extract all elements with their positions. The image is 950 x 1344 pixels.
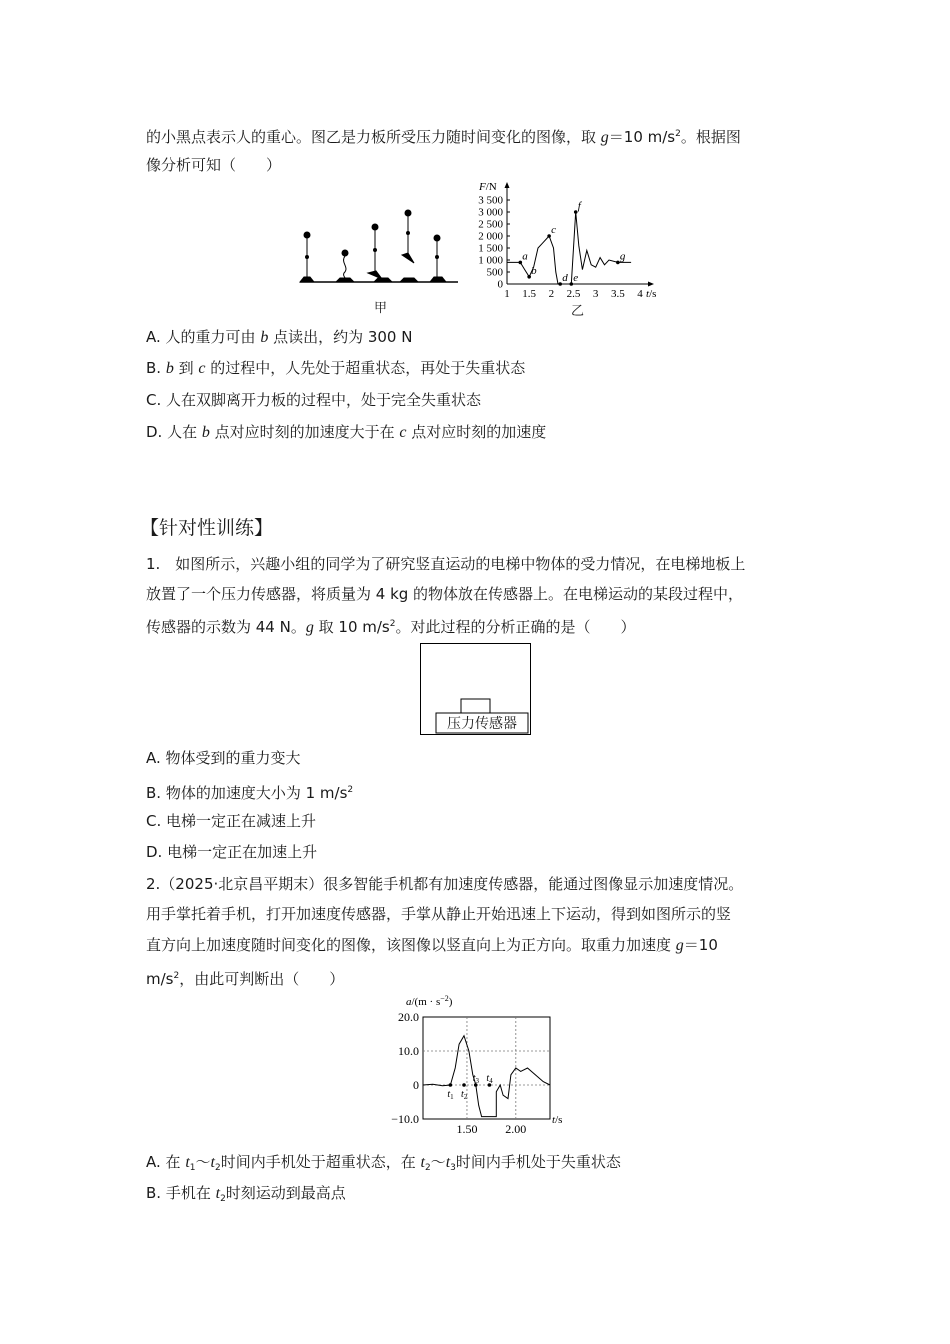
- plot-frame: [423, 1017, 550, 1119]
- q1-option-b: B. 物体的加速度大小为 1 $m/s^2$: [146, 784, 354, 802]
- point-label-c: c: [551, 224, 557, 236]
- point-label-f: f: [577, 200, 581, 212]
- q1-line-1: 1. 如图所示，兴趣小组的同学为了研究竖直运动的电梯中物体的受力情况，在电梯地板上: [146, 555, 746, 573]
- point-label-a: a: [522, 250, 528, 263]
- y-axis-label: F/N: [479, 181, 497, 193]
- y-tick-label: 3 000: [478, 206, 503, 219]
- x-tick-label: 3.5: [610, 288, 625, 300]
- y-tick-label: 1 000: [478, 254, 503, 267]
- pressure-sensor-label: 压力传感器: [447, 716, 517, 732]
- y-axis-label: $a/(m \cdot s^{-2})$: [406, 994, 453, 1008]
- figure-jia-caption: 甲: [374, 301, 388, 316]
- x-tick-label: 1.5: [522, 288, 537, 300]
- intro-line-2: 像分析可知（ ）: [146, 156, 282, 174]
- y-tick-label: 0: [497, 278, 503, 291]
- marker-t2: [462, 1083, 466, 1087]
- x-tick-label: 2.00: [505, 1122, 527, 1136]
- chart-yi-caption: 乙: [571, 304, 585, 319]
- y-axis-arrow: [505, 182, 510, 188]
- x-tick-label: 2: [548, 288, 555, 300]
- option-d: D. 人在 b 点对应时刻的加速度大于在 c 点对应时刻的加速度: [146, 423, 547, 441]
- y-tick-label: 10.0: [398, 1044, 419, 1058]
- q2-line-3: 直方向上加速度随时间变化的图像，该图像以竖直向上为正方向。取重力加速度 g＝10: [146, 936, 718, 954]
- x-tick-label: 3: [592, 288, 599, 300]
- marker-label-t3: $t_3$: [472, 1073, 480, 1085]
- q2-line-1: 2.（2025·北京昌平期末）很多智能手机都有加速度传感器，能通过图像显示加速度情况。: [146, 875, 744, 893]
- marker-label-t2: $t_2$: [461, 1089, 468, 1101]
- point-label-d: d: [562, 272, 568, 284]
- marker-label-t1: $t_1$: [447, 1089, 454, 1101]
- q1-option-a: A. 物体受到的重力变大: [146, 749, 301, 767]
- x-axis-arrow: [648, 282, 654, 287]
- marker-label-t4: $t_4$: [486, 1073, 493, 1085]
- y-tick-label: 3 500: [478, 194, 503, 207]
- y-tick-label: 2 000: [478, 230, 503, 243]
- force-curve: [507, 212, 631, 284]
- section-heading: 【针对性训练】: [140, 517, 274, 539]
- x-tick-label: 1: [504, 288, 510, 300]
- x-tick-label: 1.50: [456, 1122, 478, 1136]
- chart-acceleration: [378, 993, 578, 1143]
- option-b: B. b 到 c 的过程中，人先处于超重状态，再处于失重状态: [146, 359, 526, 377]
- point-label-e: e: [573, 272, 579, 284]
- marker-t1: [449, 1083, 453, 1087]
- q1-line-3: 传感器的示数为 44 N。g 取 10 $m/s^2$。对此过程的分析正确的是（ ）: [146, 618, 636, 636]
- figure-jia: [300, 205, 460, 290]
- q2-line-2: 用手掌托着手机，打开加速度传感器，手掌从静止开始迅速上下运动，得到如图所示的竖: [146, 905, 732, 923]
- x-tick-label: 4: [637, 288, 643, 300]
- q1-option-c: C. 电梯一定正在减速上升: [146, 812, 317, 830]
- x-axis-label: t/s: [552, 1114, 563, 1126]
- y-tick-label: 2 500: [478, 218, 503, 231]
- q1-option-d: D. 电梯一定正在加速上升: [146, 843, 318, 861]
- y-tick-label: 20.0: [398, 1010, 419, 1024]
- x-tick-label: 2.5: [566, 288, 581, 300]
- y-tick-label: 500: [486, 266, 503, 279]
- option-a: A. 人的重力可由 b 点读出，约为 300 N: [146, 328, 413, 346]
- q2-option-b: B. 手机在 $t_2$时刻运动到最高点: [146, 1184, 346, 1204]
- intro-line-1: 的小黑点表示人的重心。图乙是力板所受压力随时间变化的图像，取 g＝10 $m/s^2$。根据图: [146, 128, 741, 146]
- point-label-b: b: [531, 264, 537, 277]
- y-tick-label: 0: [413, 1078, 419, 1092]
- q1-line-2: 放置了一个压力传感器，将质量为 4 kg 的物体放在传感器上。在电梯运动的某段过程中，: [146, 585, 744, 603]
- y-tick-label: 1 500: [478, 242, 503, 255]
- x-axis-label: t/s: [646, 288, 657, 300]
- q2-option-a: A. 在 $t_1\sim t_2$时间内手机处于超重状态，在 $t_2\sim t_3$时间内手机处于失重状态: [146, 1153, 621, 1173]
- point-label-g: g: [619, 250, 626, 263]
- q2-line-4: $m/s^2$，由此可判断出（ ）: [146, 970, 345, 988]
- option-c: C. 人在双脚离开力板的过程中，处于完全失重状态: [146, 391, 482, 409]
- chart-yi: [462, 178, 662, 303]
- y-tick-label: −10.0: [391, 1112, 419, 1126]
